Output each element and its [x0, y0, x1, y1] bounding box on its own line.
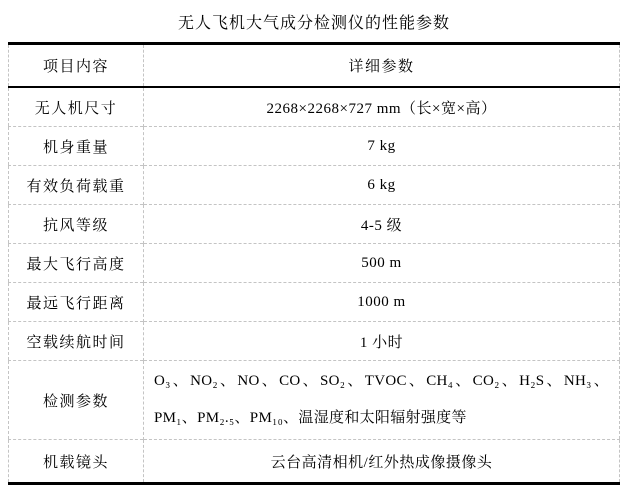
table-row: [9, 244, 620, 283]
table-row: [9, 205, 620, 244]
detail-value-cell: 1 小时: [144, 322, 620, 361]
item-label-cell: 无人机尺寸: [9, 87, 144, 127]
table-row: [9, 322, 620, 361]
header-row: [9, 44, 620, 88]
table-row: [9, 440, 620, 484]
detail-value-cell: 1000 m: [144, 283, 620, 322]
header-item-content: 项目内容: [9, 44, 144, 88]
item-label-cell: 机载镜头: [9, 440, 144, 484]
table-row: [9, 87, 620, 127]
item-label-cell: 抗风等级: [9, 205, 144, 244]
detail-value-cell: 云台高清相机/红外热成像摄像头: [144, 440, 620, 484]
spec-table: [8, 42, 620, 485]
detail-value-cell: 500 m: [144, 244, 620, 283]
table-row: [9, 127, 620, 166]
item-label-cell: 检测参数: [9, 361, 144, 440]
item-label-cell: 最大飞行高度: [9, 244, 144, 283]
detail-value-cell: 7 kg: [144, 127, 620, 166]
detail-value-cell: 2268×2268×727 mm（长×宽×高）: [144, 87, 620, 127]
detail-value-cell: O₃、NO₂、NO、CO、SO₂、TVOC、CH₄、CO₂、H₂S、NH₃、PM₁、PM₂.₅、PM₁₀、温湿度和太阳辐射强度等: [144, 361, 620, 440]
table-title: 无人飞机大气成分检测仪的性能参数: [177, 15, 450, 32]
item-label-cell: 空载续航时间: [9, 322, 144, 361]
header-detail-params: 详细参数: [144, 44, 620, 88]
item-label-cell: 机身重量: [9, 127, 144, 166]
table-row: [9, 361, 620, 440]
table-row: [9, 166, 620, 205]
table-row: [9, 283, 620, 322]
item-label-cell: 有效负荷载重: [9, 166, 144, 205]
item-label-cell: 最远飞行距离: [9, 283, 144, 322]
detail-value-cell: 6 kg: [144, 166, 620, 205]
detail-value-cell: 4-5 级: [144, 205, 620, 244]
